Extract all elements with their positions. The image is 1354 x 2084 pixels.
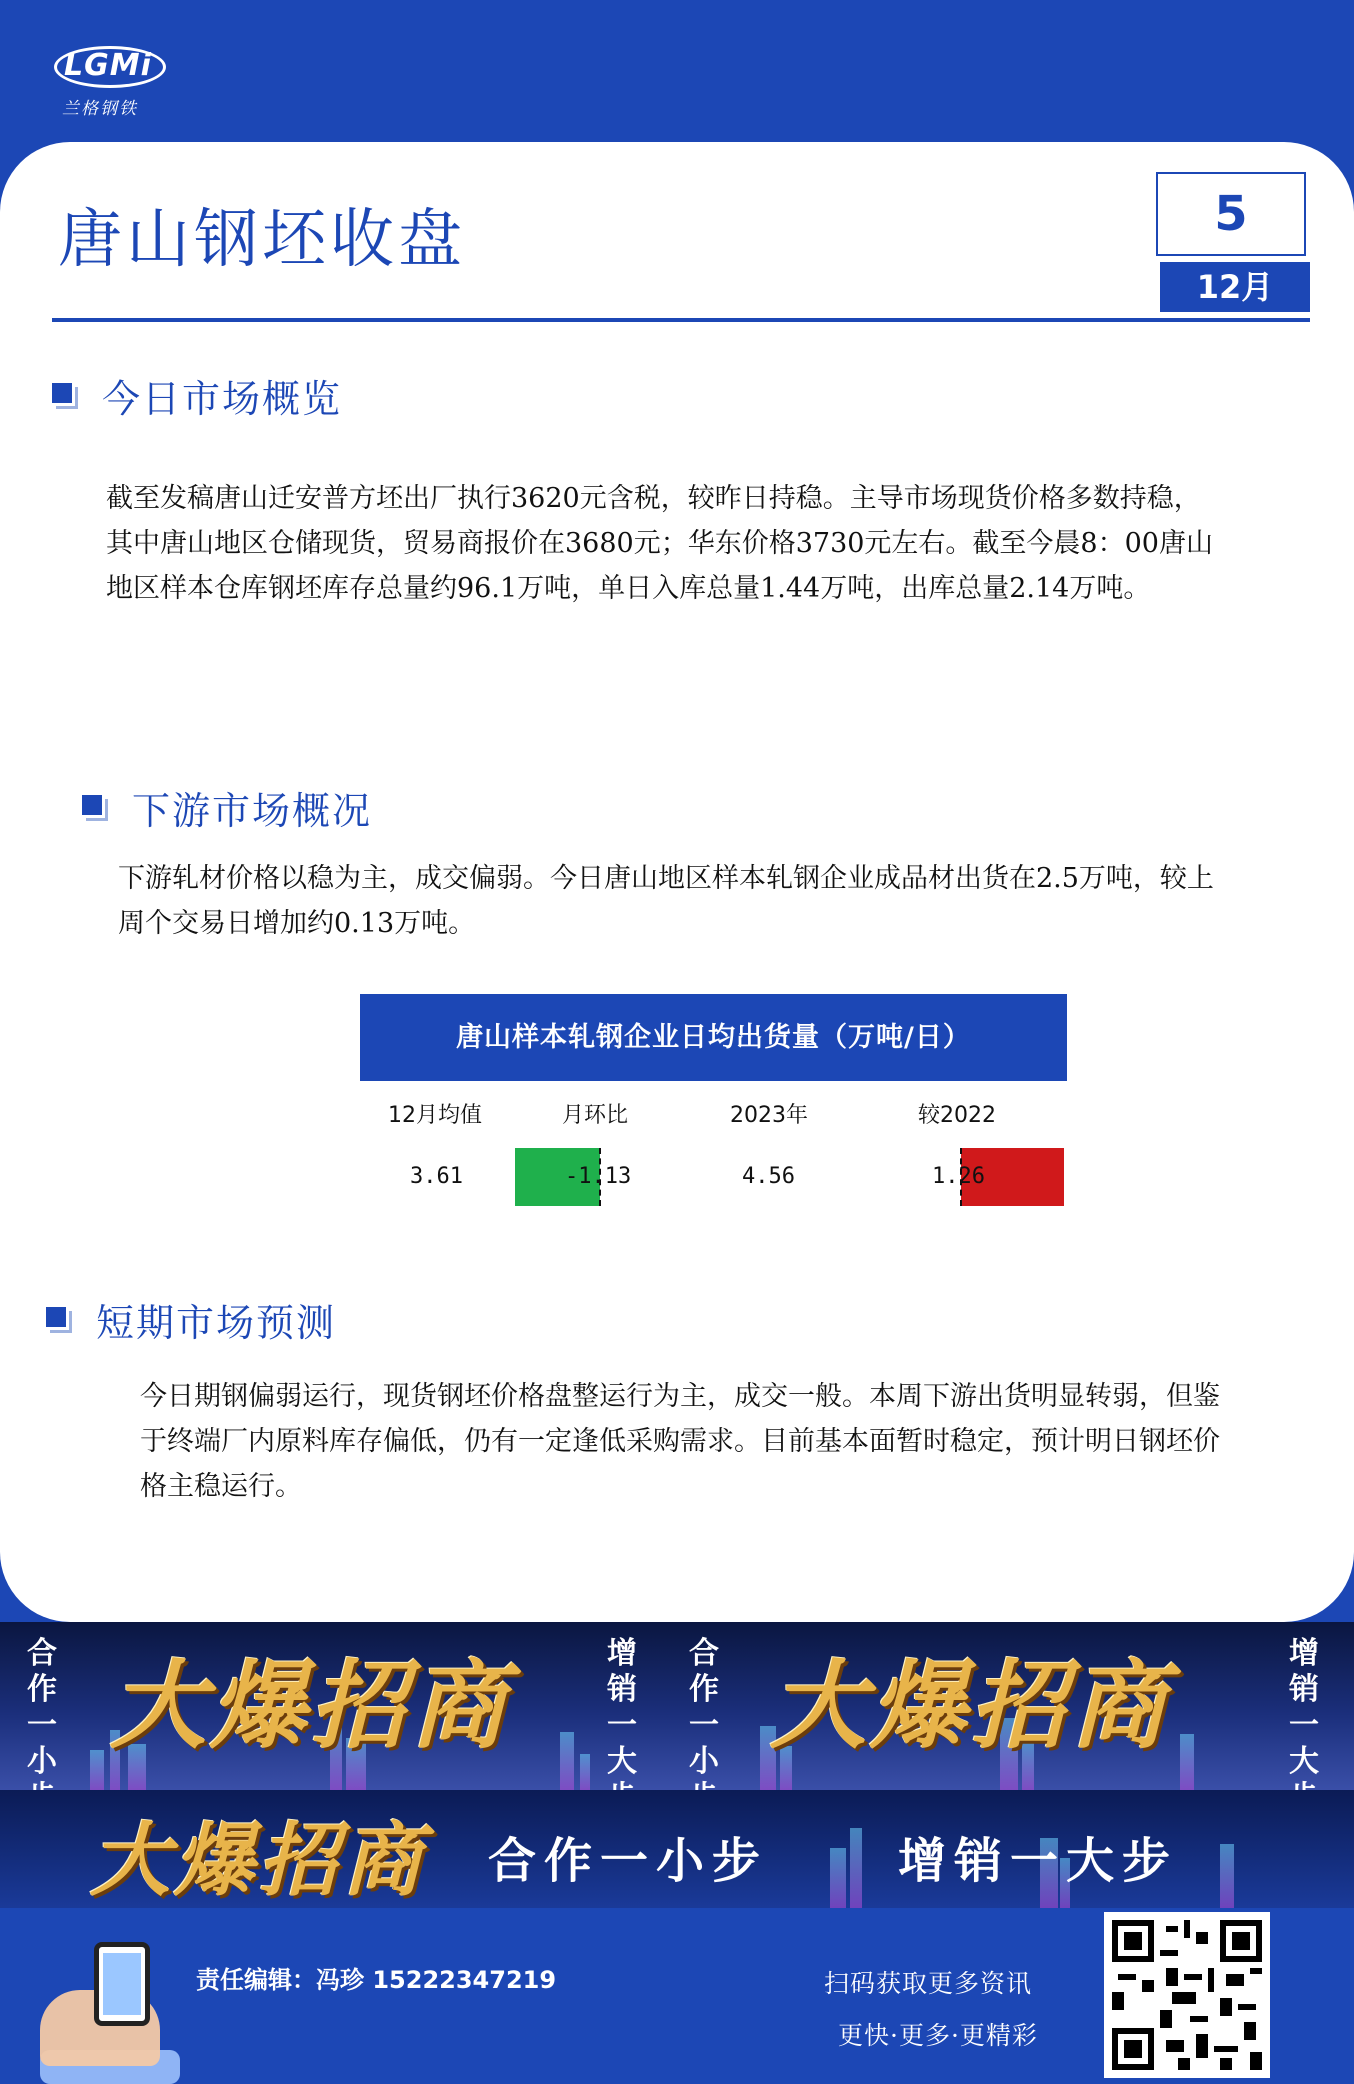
section-downstream-text: 下游轧材价格以稳为主，成交偏弱。今日唐山地区样本轧钢企业成品材出货在2.5万吨，较上周个交易日增加约0.13万吨。 [118,863,1214,939]
table-value: 3.61 [410,1164,463,1189]
section-overview-header [52,368,342,423]
banner-headline: 大爆招商 [770,1649,1170,1762]
banner-vertical-left: 合 作 一 小 [689,1636,719,1779]
title-divider [52,318,1310,322]
shipment-table-title: 唐山样本轧钢企业日均出货量（万吨/日） [360,994,1067,1081]
date-month: 12月 [1160,262,1310,312]
qr-code-icon[interactable] [1104,1912,1270,2078]
banner-vertical-right: 增 销 一 大 [1289,1636,1319,1779]
date-day: 5 [1156,172,1306,256]
section-overview-text: 截至发稿唐山迁安普方坯出厂执行3620元含税，较昨日持稳。主导市场现货价格多数持稳，其中唐山地区仓储现货，贸易商报价在3680元；华东价格3730元左右。截至今晨8：00唐山地区样本仓库钢坯库存总量约96.1万吨，单日入库总量1.44万吨，出库总量2.14万吨。 [106,483,1213,604]
section-forecast-title: 短期市场预测 [96,1301,337,1345]
section-forecast-header [46,1292,336,1347]
phone-icon [94,1942,150,2026]
lgmi-logo-icon [50,38,170,118]
qr-caption-1: 扫码获取更多资讯 [824,1969,1033,1998]
section-square-icon [82,795,108,821]
section-downstream-title: 下游市场概况 [132,789,373,833]
section-forecast-text: 今日期钢偏弱运行，现货钢坯价格盘整运行为主，成交一般。本周下游出货明显转弱，但鉴于终端厂内原料库存偏低，仍有一定逢低采购需求。目前基本面暂时稳定，预计明日钢坯价格主稳运行。 [140,1381,1220,1502]
editor-contact: 责任编辑：冯珍 15222347219 [196,1966,557,1994]
table-col-label: 较2022 [918,1103,996,1128]
table-col-label: 月环比 [562,1103,629,1128]
logo-text: LGMi [64,48,152,83]
section-overview-title: 今日市场概览 [102,377,343,421]
banner-slogan-right: 增销一大步 [898,1833,1179,1889]
banner-headline-small: 大爆招商 [90,1813,426,1907]
banner-vertical-left: 合 作 一 小 [27,1636,57,1779]
section-square-icon [52,383,78,409]
table-col-label: 12月均值 [388,1103,482,1128]
qr-caption-2: 更快·更多·更精彩 [838,2021,1038,2050]
page-title: 唐山钢坯收盘 [58,203,466,277]
table-value: -1.13 [565,1164,632,1189]
table-value: 4.56 [742,1164,795,1189]
section-downstream-header [82,780,372,835]
banner-vertical-right: 增 销 一 大 [607,1636,637,1779]
table-col-label: 2023年 [730,1103,808,1128]
logo-subtitle: 兰格钢铁 [62,99,138,119]
banner-headline: 大爆招商 [110,1649,510,1762]
section-square-icon [46,1307,72,1333]
table-value: 1.26 [932,1164,985,1189]
banner-slogan-left: 合作一小步 [488,1833,769,1889]
